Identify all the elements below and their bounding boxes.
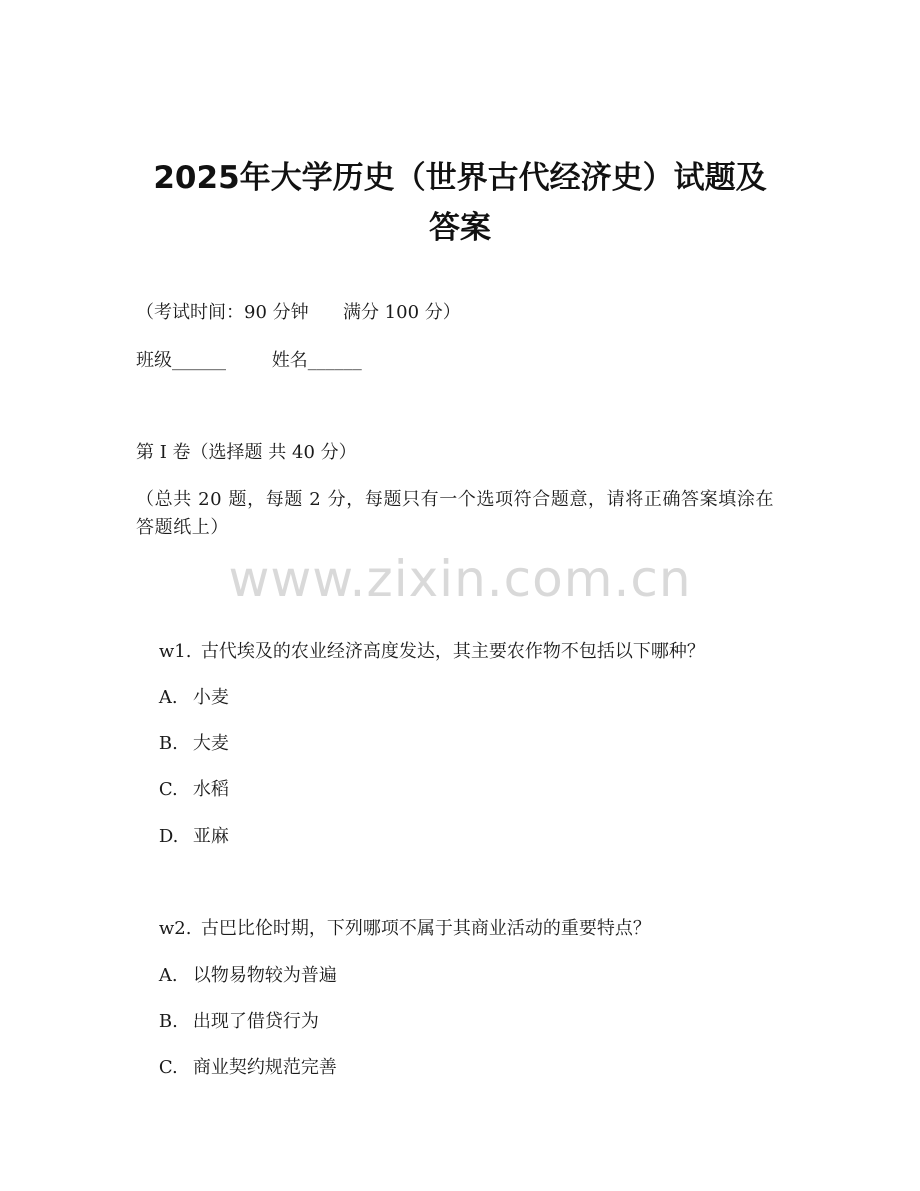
question-text: 古巴比伦时期，下列哪项不属于其商业活动的重要特点？	[200, 918, 651, 939]
exam-info: （考试时间：90 分钟 满分 100 分）	[136, 302, 461, 323]
question-number: w2.	[158, 918, 192, 939]
option-letter: A.	[158, 965, 178, 986]
option-text: 以物易物较为普遍	[192, 965, 337, 986]
option-text: 出现了借贷行为	[192, 1011, 319, 1032]
option-text: 亚麻	[192, 826, 229, 847]
option-letter: B.	[158, 1011, 178, 1032]
option-letter: B.	[158, 733, 178, 754]
option-letter: C.	[158, 1057, 178, 1078]
section-heading: 第 I 卷（选择题 共 40 分）	[136, 442, 357, 463]
class-name-fields: 班级______ 姓名______	[136, 350, 362, 371]
document-title-line-2: 答案	[429, 210, 491, 246]
watermark: www.zixin.com.cn	[228, 550, 692, 608]
question-2-option-c	[136, 1026, 337, 1110]
document-title-line-1: 2025年大学历史（世界古代经济史）试题及	[153, 160, 767, 196]
question-text: 古代埃及的农业经济高度发达，其主要农作物不包括以下哪种？	[200, 641, 705, 662]
option-text: 大麦	[192, 733, 229, 754]
option-letter: D.	[158, 826, 179, 847]
option-text: 小麦	[192, 687, 229, 708]
question-number: w1.	[158, 641, 192, 662]
option-letter: A.	[158, 687, 178, 708]
question-1-option-d	[136, 795, 229, 879]
instructions: （总共 20 题，每题 2 分，每题只有一个选项符合题意，请将正确答案填涂在答题纸上）	[136, 489, 775, 538]
option-letter: C.	[158, 779, 178, 800]
option-text: 水稻	[192, 779, 229, 800]
option-text: 商业契约规范完善	[192, 1057, 337, 1078]
